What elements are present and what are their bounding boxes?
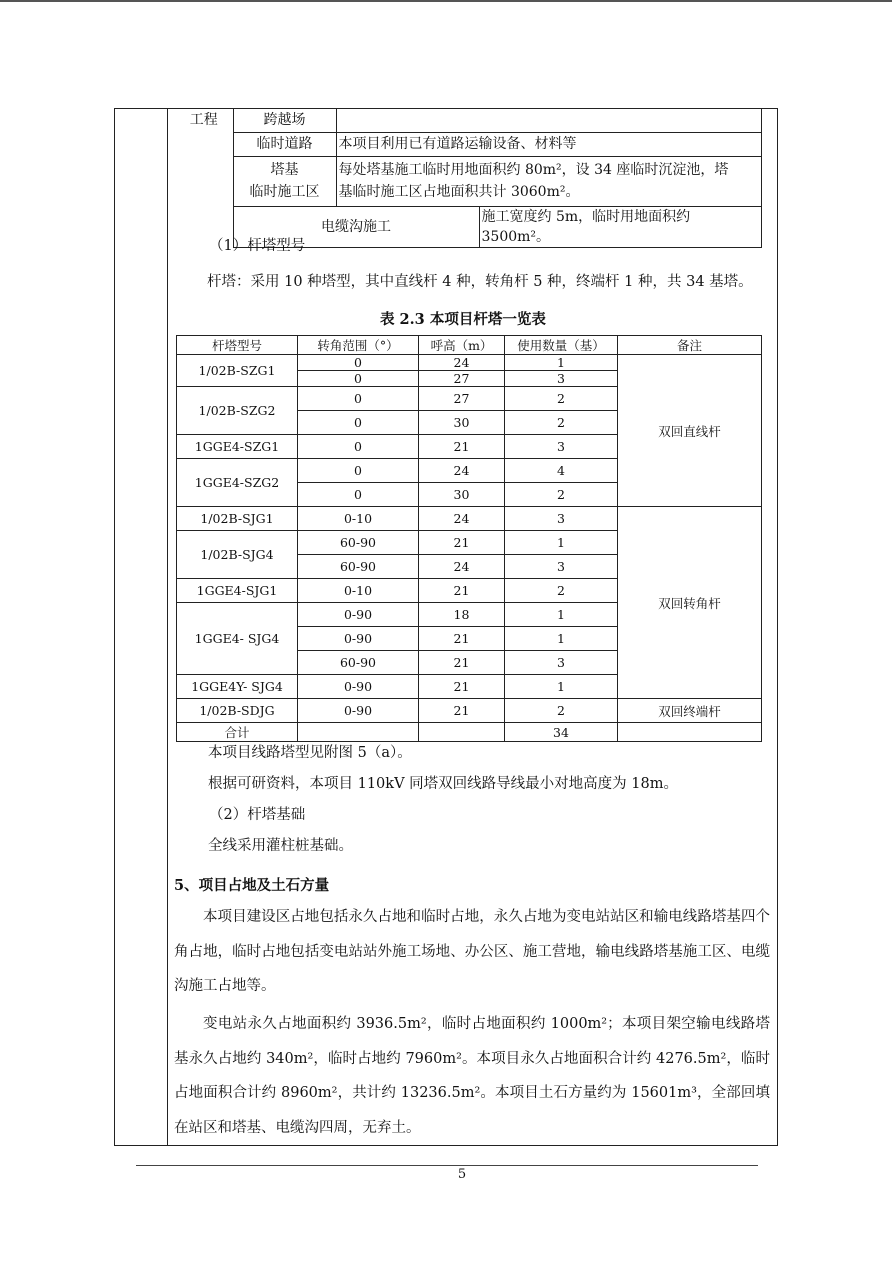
section1-title: （1）杆塔型号 — [209, 238, 306, 254]
cell-height: 21 — [419, 627, 505, 651]
cell-angle: 0-10 — [298, 507, 419, 531]
paragraph-land-use: 本项目建设区占地包括永久占地和临时占地，永久占地为变电站站区和输电线路塔基四个角占地，临时占地包括变电站站外施工场地、办公区、施工营地，输电线路塔基施工区、电缆沟施工占地等。 — [174, 909, 770, 994]
row-name-tower-temp-area — [233, 156, 336, 206]
cell-height: 30 — [419, 483, 505, 507]
cell-count: 2 — [505, 411, 618, 435]
row-name-line1: 塔基 — [270, 162, 299, 178]
tower-table — [176, 335, 762, 742]
total-empty-2 — [419, 723, 505, 742]
cell-angle: 0 — [298, 355, 419, 371]
cell-angle: 0-90 — [298, 603, 419, 627]
row-name-crossing: 跨越场 — [233, 108, 336, 132]
cell-angle: 0-10 — [298, 579, 419, 603]
cell-type: 1/02B-SZG1 — [177, 355, 298, 387]
row-content-line1: 每处塔基施工临时用地面积约 80m²，设 34 座临时沉淀池，塔 — [338, 162, 729, 178]
tower-table-header — [177, 336, 762, 355]
footer-line — [136, 1165, 758, 1166]
cell-type: 1GGE4-SZG2 — [177, 459, 298, 507]
table-caption: 表 2.3 本项目杆塔一览表 — [380, 311, 546, 328]
cell-height: 21 — [419, 531, 505, 555]
cell-count: 2 — [505, 483, 618, 507]
cell-angle: 0 — [298, 435, 419, 459]
cell-count: 1 — [505, 603, 618, 627]
cell-height: 18 — [419, 603, 505, 627]
section1-text: 杆塔：采用 10 种塔型，其中直线杆 4 种，转角杆 5 种，终端杆 1 种，共 34 基塔。 — [207, 274, 753, 290]
table-row — [177, 699, 762, 723]
cell-count: 2 — [505, 387, 618, 411]
table-total-row — [177, 723, 762, 742]
cell-type: 1/02B-SJG4 — [177, 531, 298, 579]
top-border-line — [0, 0, 892, 2]
cell-count: 3 — [505, 435, 618, 459]
cell-angle: 0 — [298, 371, 419, 387]
cell-height: 24 — [419, 459, 505, 483]
header-type: 杆塔型号 — [177, 336, 298, 355]
engineering-category: 工程 — [175, 108, 233, 247]
engineering-table — [175, 108, 762, 248]
row-content-temp-road: 本项目利用已有道路运输设备、材料等 — [336, 132, 761, 156]
remark-angle: 双回转角杆 — [618, 507, 762, 699]
cell-count: 3 — [505, 371, 618, 387]
cell-angle: 0 — [298, 411, 419, 435]
cell-count: 2 — [505, 699, 618, 723]
cell-type: 1GGE4-SJG1 — [177, 579, 298, 603]
header-remark: 备注 — [618, 336, 762, 355]
row-content-crossing — [336, 108, 761, 132]
cell-type: 1GGE4- SJG4 — [177, 603, 298, 675]
cell-height: 24 — [419, 355, 505, 371]
cell-type: 1GGE4Y- SJG4 — [177, 675, 298, 699]
cell-type: 1/02B-SZG2 — [177, 387, 298, 435]
section5-title: 5、项目占地及土石方量 — [174, 877, 330, 894]
cell-count: 3 — [505, 651, 618, 675]
cell-angle: 0 — [298, 459, 419, 483]
section2-text: 全线采用灌柱桩基础。 — [208, 838, 353, 854]
cell-count: 2 — [505, 579, 618, 603]
header-count: 使用数量（基） — [505, 336, 618, 355]
page-number: 5 — [457, 1167, 467, 1182]
cell-type: 1/02B-SDJG — [177, 699, 298, 723]
cell-angle: 0 — [298, 387, 419, 411]
row-name-line2: 临时施工区 — [249, 184, 320, 200]
row-name-cable-trench: 电缆沟施工 — [233, 206, 479, 247]
cell-height: 27 — [419, 387, 505, 411]
cell-angle: 0-90 — [298, 699, 419, 723]
table-row — [177, 355, 762, 371]
cell-height: 21 — [419, 699, 505, 723]
row-content-cable-trench: 施工宽度约 5m，临时用地面积约 3500m²。 — [479, 206, 761, 247]
total-empty-1 — [298, 723, 419, 742]
cell-angle: 60-90 — [298, 651, 419, 675]
cell-count: 1 — [505, 675, 618, 699]
row-content-line2: 基临时施工区占地面积共计 3060m²。 — [338, 184, 580, 200]
paragraph-land-area: 变电站永久占地面积约 3936.5m²，临时占地面积约 1000m²；本项目架空输电线路塔基永久占地约 340m²，临时占地约 7960m²。本项目永久占地面积合计约 4276.5m²，临时占地面积合计约 8960m²，共计约 13236.5m²。本项目土石方量约为 15601m³，全部回填在站区和塔基、电缆沟四周，无弃土。 — [174, 1016, 770, 1136]
cell-count: 1 — [505, 531, 618, 555]
cell-angle: 0-90 — [298, 675, 419, 699]
cell-type: 1GGE4-SZG1 — [177, 435, 298, 459]
frame-divider — [167, 108, 168, 1146]
cell-count: 1 — [505, 627, 618, 651]
cell-count: 1 — [505, 355, 618, 371]
header-height: 呼高（m） — [419, 336, 505, 355]
after-table-text-1: 本项目线路塔型见附图 5（a）。 — [208, 745, 412, 761]
remark-straight: 双回直线杆 — [618, 355, 762, 507]
cell-height: 27 — [419, 371, 505, 387]
cell-height: 21 — [419, 579, 505, 603]
cell-count: 4 — [505, 459, 618, 483]
total-count: 34 — [505, 723, 618, 742]
row-content-tower-temp-area — [336, 156, 761, 206]
cell-angle: 60-90 — [298, 531, 419, 555]
cell-angle: 0-90 — [298, 627, 419, 651]
cell-count: 3 — [505, 555, 618, 579]
cell-height: 21 — [419, 651, 505, 675]
header-angle: 转角范围（°） — [298, 336, 419, 355]
cell-angle: 60-90 — [298, 555, 419, 579]
table-row — [177, 507, 762, 531]
cell-type: 1/02B-SJG1 — [177, 507, 298, 531]
remark-terminal: 双回终端杆 — [618, 699, 762, 723]
cell-height: 30 — [419, 411, 505, 435]
row-name-temp-road: 临时道路 — [233, 132, 336, 156]
cell-height: 24 — [419, 555, 505, 579]
cell-height: 21 — [419, 675, 505, 699]
cell-angle: 0 — [298, 483, 419, 507]
total-empty-3 — [618, 723, 762, 742]
cell-count: 3 — [505, 507, 618, 531]
total-label: 合计 — [177, 723, 298, 742]
cell-height: 24 — [419, 507, 505, 531]
section2-title: （2）杆塔基础 — [209, 807, 306, 823]
after-table-text-2: 根据可研资料，本项目 110kV 同塔双回线路导线最小对地高度为 18m。 — [208, 776, 678, 792]
cell-height: 21 — [419, 435, 505, 459]
